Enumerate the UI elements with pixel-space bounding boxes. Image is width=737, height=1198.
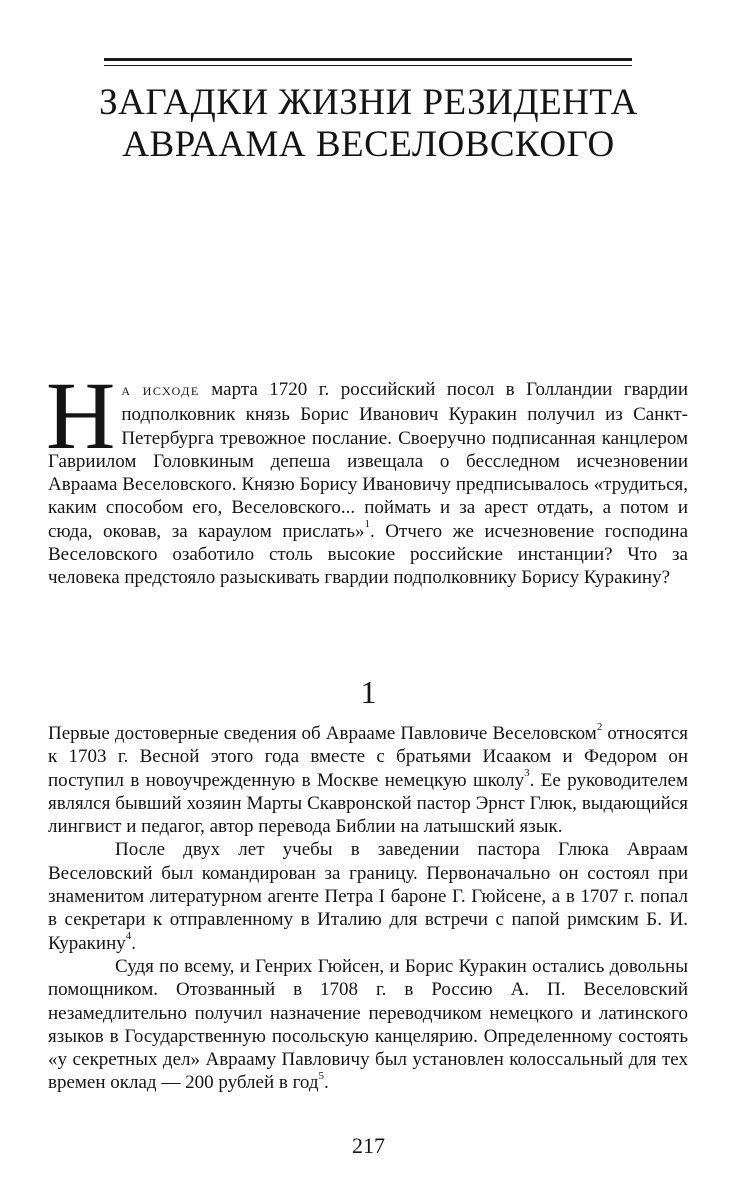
intro-paragraph (46, 362, 689, 590)
paragraph-3 (48, 955, 688, 1095)
intro-text: марта 1720 г. российский посол в Голландии гвардии подполковник князь Борис Иванович Куракин получил из Санкт-Петербурга тревожное послание. Своеручно подписанная канцлером Гавриилом Головкиным депеша извещала о бесследном исчезновении Авраама Веселовского. Князю Борису Ивановичу предписывалось «трудиться, каким способом его, Веселовского... поймать и за арест отдать, а потом и сюда, оковав, за караулом прислать» (48, 379, 688, 542)
section-body (48, 722, 688, 1095)
chapter-title (40, 82, 697, 166)
paragraph-2 (48, 838, 688, 954)
paragraph-1-text-b: относятся к 1703 г. Весной этого года вместе с братьями Исааком и Федором он поступил в новоучрежденную в Москве немецкую школу (48, 723, 689, 791)
paragraph-2-text-b: . (131, 932, 136, 954)
footnote-ref-1: 1 (364, 518, 371, 531)
chapter-title-line-2: АВРААМА ВЕСЕЛОВСКОГО (122, 124, 615, 165)
paragraph-1-text-a: Первые достоверные сведения об Аврааме Павловиче Веселовском (48, 723, 597, 744)
paragraph-3-text-b: . (324, 1072, 329, 1094)
chapter-title-line-1: ЗАГАДКИ ЖИЗНИ РЕЗИДЕНТА (99, 82, 638, 123)
paragraph-2-text-a: После двух лет учебы в заведении пастора Глюка Авраам Веселовский был командирован за границу. Первоначально он состоял при знаменитом литературном агенте Петра I бароне Г. Гюйсене, а в 1707 г. попал в секретари к отправленному в Италию для встречи с папой римским Б. И. Куракину (48, 839, 688, 954)
drop-cap: Н (46, 362, 116, 469)
paragraph-3-text-a: Судя по всему, и Генрих Гюйсен, и Борис Куракин остались довольны помощником. Отозванный в 1708 г. в Россию А. П. Веселовский незамедлительно получил назначение переводчиком немецкого и латинского языков в Государственную посольскую канцелярию. Определенному состоять «у секретных дел» Аврааму Павловичу был установлен колоссальный для тех времен оклад — 200 рублей в год (48, 955, 688, 1094)
section-number: 1 (360, 674, 377, 710)
intro-text-continued: . Отчего же исчезновение господина Веселовского озаботило столь высокие российские инстанции? Что за человека предстояло разыскивать гвардии подполковнику Борису Куракину? (48, 520, 689, 589)
footnote-ref-2: 2 (596, 720, 603, 733)
intro-smallcaps: А ИСХОДЕ (121, 384, 200, 398)
page-number: 217 (352, 1133, 385, 1158)
footnote-ref-3: 3 (524, 767, 530, 780)
paragraph-1-text-c: . Ее руководителем являлся бывший хозяин Марты Скавронской пастор Эрнст Глюк, выдающийся лингвист и педагог, автор перевода Библии на латышский язык. (48, 769, 689, 838)
header-rule-thin (104, 65, 632, 66)
header-rule-thick (104, 58, 632, 61)
paragraph-1 (48, 722, 688, 838)
footnote-ref-5: 5 (318, 1070, 325, 1083)
footnote-ref-4: 4 (125, 930, 132, 943)
